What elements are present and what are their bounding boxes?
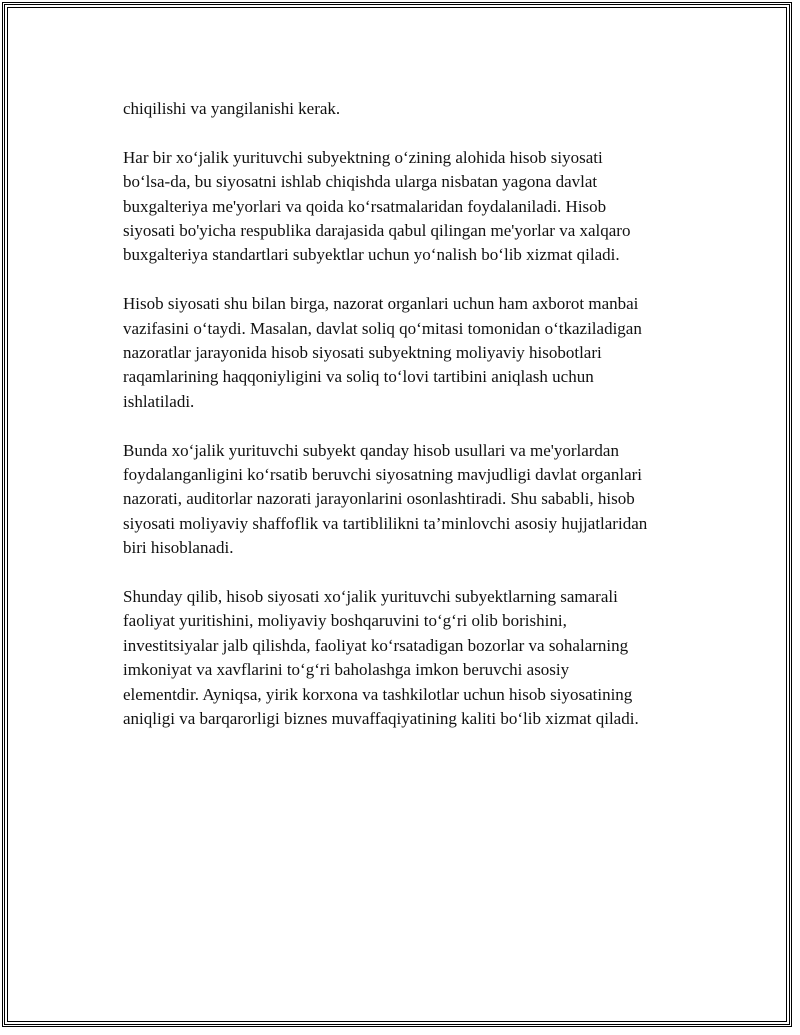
text-line: nazorati, auditorlar nazorati jarayonlarini osonlashtiradi. Shu sababli, hisob [123,489,635,509]
text-line: siyosati bo'yicha respublika darajasida qabul qilingan me'yorlar va xalqaro [123,221,631,241]
text-line: foydalanganligini ko‘rsatib beruvchi siyosatning mavjudligi davlat organlari [123,465,643,485]
text-line: Har bir xo‘jalik yurituvchi subyektning o‘zining alohida hisob siyosati [123,147,603,167]
text-line: Hisob siyosati shu bilan birga, nazorat organlari uchun ham axborot manbai [123,294,639,314]
text-line: elementdir. Ayniqsa, yirik korxona va tashkilotlar uchun hisob siyosatining [123,684,633,704]
text-line: faoliyat yuritishini, moliyaviy boshqaruvini to‘g‘ri olib borishini, [123,611,567,631]
text-line: raqamlarining haqqoniyligini va soliq to‘lovi tartibini aniqlash uchun [123,367,594,387]
document-body [123,97,713,756]
text-line: Bunda xo‘jalik yurituvchi subyekt qanday hisob usullari va me'yorlardan [123,440,619,460]
text-line: aniqligi va barqarorligi biznes muvaffaqiyatining kaliti bo‘lib xizmat qiladi. [123,709,639,729]
text-line: Shunday qilib, hisob siyosati xo‘jalik yurituvchi subyektlarning samarali [123,587,618,607]
text-line: buxgalteriya standartlari subyektlar uchun yo‘nalish bo‘lib xizmat qiladi. [123,245,620,265]
text-line: nazoratlar jarayonida hisob siyosati subyektning moliyaviy hisobotlari [123,343,602,363]
text-line: ishlatiladi. [123,391,195,411]
page-border [2,2,792,1027]
paragraph-5 [123,585,713,731]
paragraph-1 [123,97,713,121]
text-line: investitsiyalar jalb qilishda, faoliyat ko‘rsatadigan bozorlar va sohalarning [123,635,629,655]
text-line: siyosati moliyaviy shaffoflik va tartiblilikni ta’minlovchi asosiy hujjatlaridan [123,513,648,533]
text-line: imkoniyat va xavflarini to‘g‘ri baholashga imkon beruvchi asosiy [123,660,570,680]
paragraph-3 [123,292,713,414]
text-line: buxgalteriya me'yorlari va qoida ko‘rsatmalaridan foydalaniladi. Hisob [123,196,607,216]
paragraph-2 [123,146,713,268]
paragraph-4 [123,439,713,561]
text-line: biri hisoblanadi. [123,538,234,558]
text-line: chiqilishi va yangilanishi kerak. [123,99,341,118]
text-line: bo‘lsa-da, bu siyosatni ishlab chiqishda ularga nisbatan yagona davlat [123,172,598,192]
text-line: vazifasini o‘taydi. Masalan, davlat soliq qo‘mitasi tomonidan o‘tkaziladigan [123,318,642,338]
